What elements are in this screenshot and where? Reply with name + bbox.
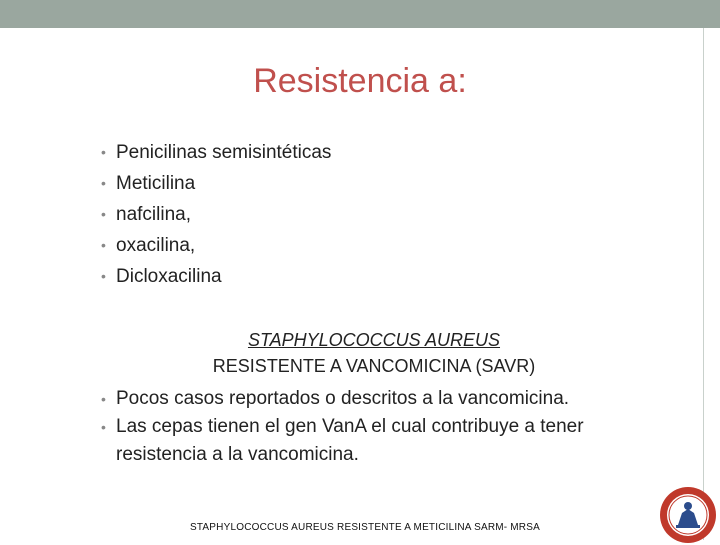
list-item: • nafcilina, (101, 199, 331, 230)
list-item: • Meticilina (101, 168, 331, 199)
bullet-icon: • (101, 144, 106, 160)
section-subheading: RESISTENTE A VANCOMICINA (SAVR) (212, 356, 536, 376)
bullet-icon: • (101, 175, 106, 191)
list-item: • Las cepas tienen el gen VanA el cual contribuye a tener (101, 413, 584, 441)
section-heading: STAPHYLOCOCCUS AUREUS (247, 330, 501, 350)
bullet-icon: • (101, 237, 106, 253)
bullet-icon: • (101, 391, 106, 407)
resistance-list (101, 137, 331, 292)
bullet-icon: • (101, 206, 106, 222)
university-seal-icon (658, 485, 718, 545)
bullet-icon: • (101, 268, 106, 284)
top-bar (0, 0, 720, 28)
list-item: • Pocos casos reportados o descritos a la vancomicina. (101, 385, 584, 413)
list-item: • Dicloxacilina (101, 261, 331, 292)
list-item-continuation: resistencia a la vancomicina. (116, 444, 359, 465)
vancomycin-list (101, 385, 584, 469)
list-item: • oxacilina, (101, 230, 331, 261)
slide-title: Resistencia a: (253, 62, 467, 100)
bullet-icon: • (101, 419, 106, 435)
list-item: • Penicilinas semisintéticas (101, 137, 331, 168)
right-border-line (703, 28, 704, 540)
slide-footer: STAPHYLOCOCCUS AUREUS RESISTENTE A METICILINA SARM- MRSA (190, 522, 540, 533)
